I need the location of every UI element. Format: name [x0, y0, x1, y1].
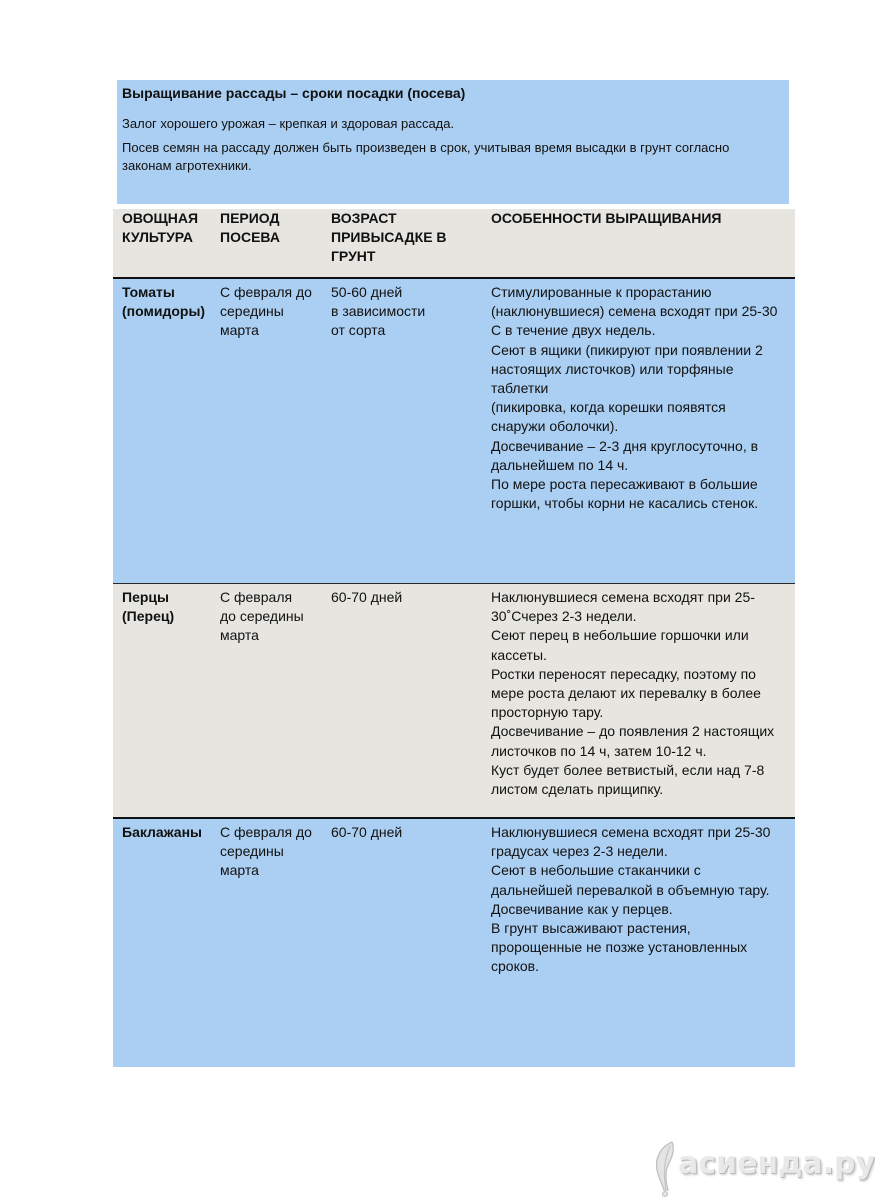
notes-line: Сеют в небольшие стаканчики с [491, 862, 701, 879]
page-title: Выращивание рассады – сроки посадки (посева) [122, 85, 466, 101]
age-line: 60-70 дней [331, 824, 403, 840]
notes-line: горшки, чтобы корни не касались стенок. [491, 495, 759, 512]
notes-line: Сеют перец в небольшие горшочки или [491, 627, 749, 644]
header-crop [122, 209, 220, 247]
notes-line: 30˚Счерез 2-3 недели. [491, 608, 637, 625]
notes-line: мере роста делают их перевалку в более [491, 685, 761, 702]
age-line: от сорта [331, 322, 386, 339]
notes-cell [491, 587, 787, 799]
notes-line: Ростки переносят пересадку, поэтому по [491, 665, 756, 682]
crop-cell [122, 822, 220, 842]
period-cell [220, 822, 328, 881]
crop-cell [122, 282, 220, 321]
age-cell [331, 282, 489, 341]
notes-line: По мере роста пересаживают в большие [491, 476, 758, 493]
site-watermark [650, 1138, 875, 1198]
intro-paragraph-2-line: законам агротехники. [122, 158, 252, 173]
table-row [113, 819, 795, 1067]
header-line: ОВОЩНАЯ [122, 210, 199, 226]
age-cell [331, 822, 489, 842]
age-cell [331, 587, 489, 607]
notes-line: (наклюнувшиеся) семена всходят при 25-30 [491, 303, 778, 320]
notes-line: Досвечивание как у перцев. [491, 900, 673, 917]
notes-line: С в течение двух недель. [491, 322, 656, 339]
notes-line: дальнейшей перевалкой в объемную тару. [491, 881, 770, 898]
notes-line: сроков. [491, 958, 539, 975]
watermark-text: асиенда.ру [678, 1146, 875, 1181]
notes-line: В грунт высаживают растения, [491, 920, 691, 937]
crop-cell [122, 587, 220, 626]
crop-line: (Перец) [122, 608, 175, 625]
notes-line: листом сделать прищипку. [491, 781, 664, 798]
notes-line: Досвечивание – до появления 2 настоящих [491, 723, 775, 740]
table-row [113, 279, 795, 584]
notes-line: настоящих листочков) или торфяные [491, 360, 734, 377]
notes-line: просторную тару. [491, 704, 604, 721]
period-cell [220, 282, 328, 341]
notes-line: дальнейшем по 14 ч. [491, 456, 629, 473]
notes-line: градусах через 2-3 недели. [491, 843, 668, 860]
age-line: 60-70 дней [331, 589, 403, 605]
intro-panel [117, 80, 789, 204]
header-line: КУЛЬТУРА [122, 229, 194, 245]
period-line: до середины [220, 608, 304, 625]
notes-line: Наклюнувшиеся семена всходят при 25- [491, 589, 755, 605]
header-notes [491, 209, 787, 228]
notes-line: Стимулированные к прорастанию [491, 284, 712, 300]
notes-line: Досвечивание – 2-3 дня круглосуточно, в [491, 437, 759, 454]
notes-cell [491, 282, 787, 513]
period-cell [220, 587, 328, 646]
header-period [220, 209, 328, 247]
period-line: С февраля до [220, 824, 312, 840]
age-line: 50-60 дней [331, 284, 403, 300]
header-line: ВОЗРАСТ [331, 210, 397, 226]
crop-line: Томаты [122, 284, 175, 300]
intro-paragraph-1: Залог хорошего урожая – крепкая и здоровая рассада. [122, 116, 455, 131]
period-line: марта [220, 627, 259, 644]
notes-line: таблетки [491, 380, 549, 397]
age-line: в зависимости [331, 303, 426, 320]
notes-line: пророщенные не позже установленных [491, 939, 748, 956]
table-header-row [113, 209, 795, 279]
notes-line: кассеты. [491, 646, 547, 663]
period-line: С февраля до [220, 284, 312, 300]
crop-line: Баклажаны [122, 824, 203, 840]
header-line: ПОСЕВА [220, 229, 280, 245]
header-age [331, 209, 489, 266]
period-line: середины [220, 843, 284, 860]
notes-line: снаружи оболочки). [491, 418, 619, 435]
crop-line: (помидоры) [122, 303, 206, 320]
notes-line: Куст будет более ветвистый, если над 7-8 [491, 761, 765, 778]
notes-line: (пикировка, когда корешки появятся [491, 399, 726, 416]
period-line: марта [220, 862, 259, 879]
period-line: С февраля [220, 589, 293, 605]
notes-line: Сеют в ящики (пикируют при появлении 2 [491, 341, 763, 358]
crop-line: Перцы [122, 589, 169, 605]
header-line: ПРИВЫСАДКЕ В [331, 229, 447, 245]
table-row [113, 584, 795, 819]
period-line: середины [220, 303, 284, 320]
notes-line: Наклюнувшиеся семена всходят при 25-30 [491, 824, 771, 840]
notes-line: листочков по 14 ч, затем 10-12 ч. [491, 742, 707, 759]
sowing-table [113, 209, 795, 1067]
header-line: ПЕРИОД [220, 210, 280, 226]
header-line: ОСОБЕННОСТИ ВЫРАЩИВАНИЯ [491, 210, 722, 226]
intro-paragraph-2 [122, 139, 782, 175]
intro-paragraph-2-line: Посев семян на рассаду должен быть произведен в срок, учитывая время высадки в грунт согласно [122, 140, 730, 155]
period-line: марта [220, 322, 259, 339]
notes-cell [491, 822, 787, 977]
header-line: ГРУНТ [331, 248, 376, 264]
